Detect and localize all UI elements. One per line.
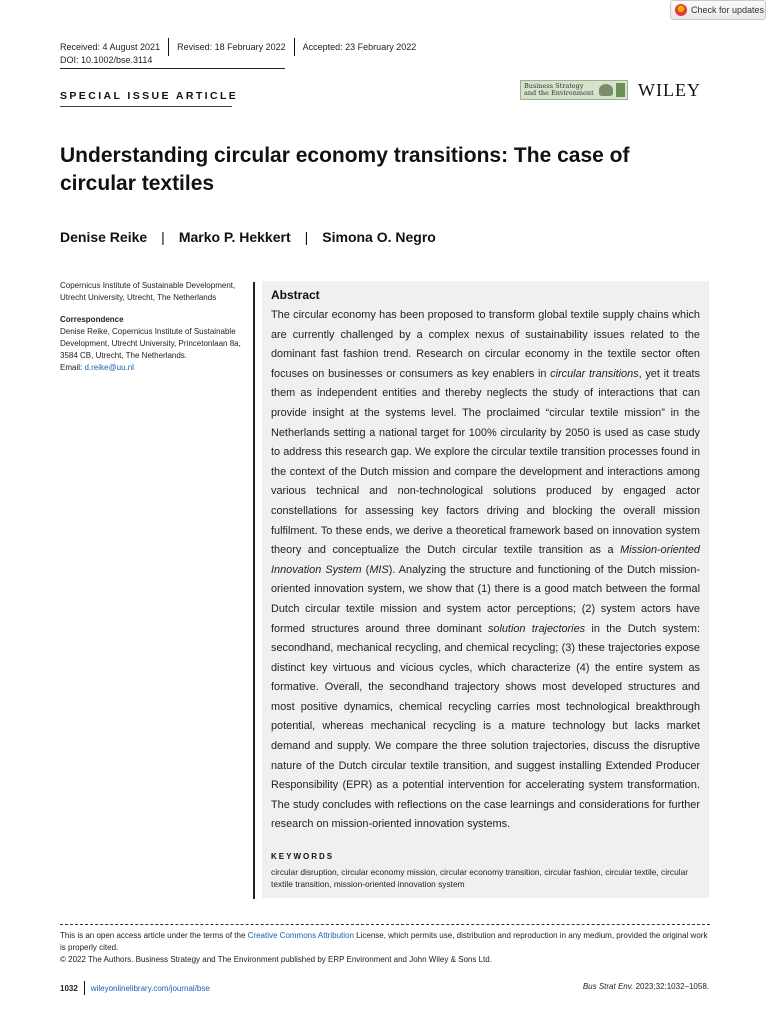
keywords-heading: KEYWORDS [271,852,335,861]
correspondence-heading: Correspondence [60,315,124,324]
accepted-date: Accepted: 23 February 2022 [302,42,417,52]
citation-journal: Bus Strat Env. [582,982,634,991]
abstract-heading: Abstract [271,288,320,302]
cc-license-link[interactable]: Creative Commons Attribution [247,931,354,940]
email-label: Email: [60,363,85,372]
page-number: 1032 [60,983,78,993]
column-divider [253,282,255,899]
abstract-text: The circular economy has been proposed to transform global textile supply chains which are currently challenged by a complex nexus of sustainability issues related to the dominant fast fashion trend. Research on circular economy in the textile sector often focuses on businesses or consumers as key enablers in circular transitions, yet it treats them as independent entities and thereby neglects the study of interactions that can provide insight at the systems level. The proclaimed “circular textile mission” in the Netherlands setting a national target for 100% circularity by 2050 is used as case study to address this research gap. We explore the circular textile transition processes found in the context of the Dutch mission and compare the development and interactions among various technical and non-technological solutions produced by engaged actor constellations for assessing key factors driving and blocking the overall mission fulfilment. To these ends, we derive a theoretical framework based on innovation system theory and conceptualize the Dutch circular textile transition as a Mission-oriented Innovation System (MIS). Analyzing the structure and functioning of the Dutch mission-oriented innovation system, we show that (1) there is a good match between the formal Dutch circular textile mission and system actor perceptions; (2) system actors have formed structures around three dominant solution trajectories in the Dutch system: secondhand, mechanical recycling, and chemical recycling; (3) these trajectories expose distinct key virtuous and vicious cycles, which characterize (4) the entire system as formative. Overall, the secondhand trajectory shows most developed structures and most positive dynamics, chemical recycling carries most technological breakthrough potential, whereas mechanical recycling is a mature technology but lacks market demand and supply. We compare the three solution trajectories, discuss the disruptive nature of the Dutch circular textile transition, and suggest installing Extended Producer Responsibility (EPR) as a potential intervention for accelerating system transformation. The study concludes with reflections on the case learnings and considerations for further research on mission-oriented innovation systems. [271,309,701,831]
article-type-underline [60,106,232,107]
history-rule [60,68,285,69]
check-for-updates-button[interactable] [670,0,766,20]
footer-divider [60,924,710,925]
check-for-updates-label: Check for updates [691,5,765,15]
keywords-text: circular disruption, circular economy mission, circular economy transition, circular fashion, circular textile, circular textile transition, mission-oriented innovation system [271,867,689,889]
journal-logo-line2: and the Environment [524,89,594,97]
article-title: Understanding circular economy transitions: The case of circular textiles [60,144,630,195]
affiliation: Copernicus Institute of Sustainable Development, Utrecht University, Utrecht, The Netherlands [60,281,236,302]
affiliation-column [60,280,250,374]
author-name[interactable]: Denise Reike [60,229,148,245]
license-text: This is an open access article under the terms of the Creative Commons Attribution License, which permits use, distribution and reproduction in any medium, provided the original work is properly cited. [60,931,708,952]
email-link[interactable]: d.reike@uu.nl [84,363,134,372]
page-footer [60,982,210,994]
doi: DOI: 10.1002/bse.3114 [60,55,153,65]
author-name[interactable]: Marko P. Hekkert [178,229,291,245]
journal-cover-icon [616,83,625,97]
correspondence-text: Denise Reike, Copernicus Institute of Sustainable Development, Utrecht University, Princetonlaan 8a, 3584 CB, Utrecht, The Netherlands. [60,327,241,360]
citation-volume: 2023;32:1032–1058. [633,982,709,991]
license-notice [60,930,710,966]
tree-icon [599,84,613,96]
author-separator: | [161,229,165,245]
journal-logo-line1: Business Strategy [524,82,584,90]
publisher-logo: WILEY [638,80,701,100]
citation [583,982,709,991]
copyright-text: © 2022 The Authors. Business Strategy and The Environment published by ERP Environment and John Wiley & Sons Ltd. [60,955,492,964]
article-history [60,38,416,56]
author-separator: | [304,229,309,245]
history-divider [168,38,169,56]
article-type: SPECIAL ISSUE ARTICLE [60,90,239,102]
footer-separator [84,981,85,995]
correspondence-email-line [60,362,250,374]
author-list [60,229,436,245]
author-name[interactable]: Simona O. Negro [322,229,436,245]
journal-url-link[interactable]: wileyonlinelibrary.com/journal/bse [90,983,210,993]
journal-logo[interactable] [520,80,628,100]
received-date: Received: 4 August 2021 [60,42,161,52]
history-divider [294,38,295,56]
crossmark-icon [675,4,687,16]
revised-date: Revised: 18 February 2022 [177,42,286,52]
